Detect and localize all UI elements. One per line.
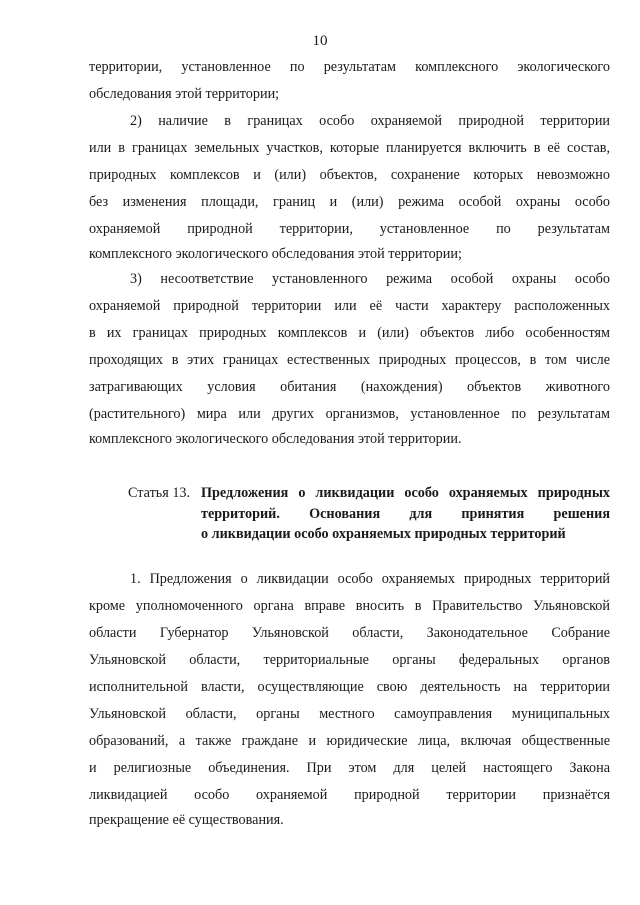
text-line: области Губернатор Ульяновской области, Законодательное Собрание <box>89 625 610 641</box>
text-line: образований, а также граждане и юридические лица, включая общественные <box>89 733 610 749</box>
text-line: 1. Предложения о ликвидации особо охраняемых природных территорий <box>130 571 610 587</box>
text-line: и религиозные объединения. При этом для целей настоящего Закона <box>89 760 610 776</box>
text-line: комплексного экологического обследования этой территории. <box>89 431 462 447</box>
text-line: 2) наличие в границах особо охраняемой природной территории <box>130 113 610 129</box>
text-line: Ульяновской области, территориальные органы федеральных органов <box>89 652 610 668</box>
text-line: затрагивающих условия обитания (нахождения) объектов животного <box>89 379 610 395</box>
text-line: охраняемой природной территории, установленное по результатам <box>89 221 610 237</box>
text-line: охраняемой природной территории или её части характеру расположенных <box>89 298 610 314</box>
text-line: (растительного) мира или других организмов, установленное по результатам <box>89 406 610 422</box>
text-line: комплексного экологического обследования этой территории; <box>89 246 462 262</box>
text-line: прекращение её существования. <box>89 812 284 828</box>
article-title-line: территорий. Основания для принятия решения <box>201 506 610 522</box>
text-line: обследования этой территории; <box>89 86 280 102</box>
text-line: или в границах земельных участков, которые планируется включить в её состав, <box>89 140 610 156</box>
text-line: ликвидацией особо охраняемой природной территории признаётся <box>89 787 610 803</box>
text-line: исполнительной власти, осуществляющие свою деятельность на территории <box>89 679 610 695</box>
article-title-line: о ликвидации особо охраняемых природных территорий <box>201 526 566 542</box>
text-line: кроме уполномоченного органа вправе вносить в Правительство Ульяновской <box>89 598 610 614</box>
text-line: территории, установленное по результатам комплексного экологического <box>89 59 610 75</box>
text-line: в их границах природных комплексов и (или) объектов либо особенностям <box>89 325 610 341</box>
article-label: Статья 13. <box>128 485 191 501</box>
article-title-line: Предложения о ликвидации особо охраняемых природных <box>201 485 610 501</box>
text-line: без изменения площади, границ и (или) режима особой охраны особо <box>89 194 610 210</box>
text-line: природных комплексов и (или) объектов, сохранение которых невозможно <box>89 167 610 183</box>
page-number: 10 <box>312 33 328 49</box>
text-line: проходящих в этих границах естественных природных процессов, в том числе <box>89 352 610 368</box>
text-line: 3) несоответствие установленного режима особой охраны особо <box>130 271 610 287</box>
text-line: Ульяновской области, органы местного самоуправления муниципальных <box>89 706 610 722</box>
